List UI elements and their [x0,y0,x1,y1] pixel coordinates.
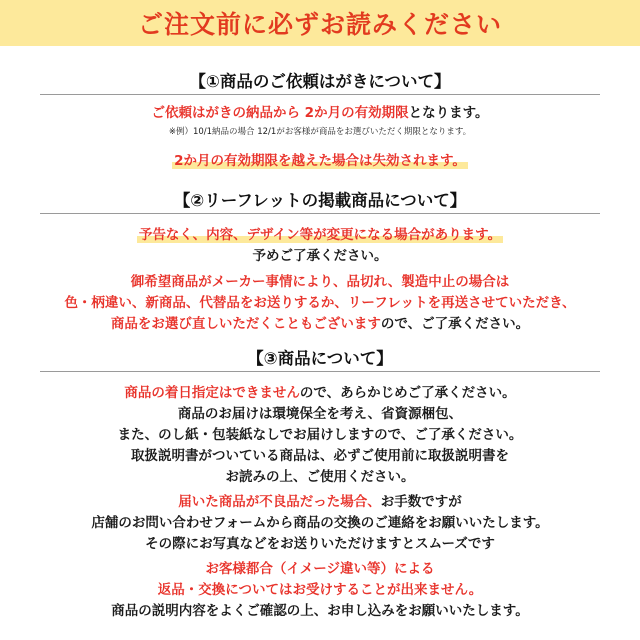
section3-line5: お読みの上、ご使用ください。 [225,469,415,485]
section2-line4: 色・柄違い、新商品、代替品をお送りするか、リーフレットを再送させていただき、 [64,295,576,311]
section3-line4: 取扱説明書がついている商品は、必ずご使用前に取扱説明書を [131,448,509,464]
section1-warning [0,152,640,171]
section3-line10: 返品・交換についてはお受けすることが出来ません。 [157,582,483,598]
section2-line2: 予めご了承ください。 [252,248,388,264]
section3-line8: その際にお写真などをお送りいただけますとスムーズです [145,536,495,552]
section1-divider [40,94,600,95]
section3-line6: 届いた商品が不良品だった場合、お手数ですが [178,494,462,510]
banner-title: ご注文前に必ずお読みください [137,10,502,39]
section3-heading: 【③商品について】 [247,349,393,368]
expiry-warning: 2か月の有効期限を越えた場合は失効されます。 [174,153,466,169]
section3-line11: 商品の説明内容をよくご確認の上、お申し込みをお願いいたします。 [111,603,529,619]
section3-line3: また、のし紙・包装紙なしでお届けしますので、ご了承ください。 [117,427,523,443]
design-change-warning: 予告なく、内容、デザイン等が変更になる場合があります。 [138,227,502,243]
section1-note: ※例）10/1納品の場合 12/1がお客様が商品をお選びいただく期限となります。 [168,127,472,137]
section2-heading: 【②リーフレットの掲載商品について】 [173,191,467,210]
section3-line2: 商品のお届けは環境保全を考え、省資源梱包、 [177,406,463,422]
header-banner [0,0,640,46]
section2-line1 [0,226,640,245]
section1-heading: 【①商品のご依頼はがきについて】 [189,72,451,91]
section3-line7: 店舗のお問い合わせフォームから商品の交換のご連絡をお願いいたします。 [91,515,549,531]
section2-line5: 商品をお選び直しいただくこともございますので、ご了承ください。 [110,316,530,332]
validity-period-text: ご依頼はがきの納品から 2か月の有効期限 [151,105,409,121]
section2-line3: 御希望商品がメーカー事情により、品切れ、製造中止の場合は [130,274,510,290]
section3-divider [40,371,600,372]
section3-line1: 商品の着日指定はできませんので、あらかじめご了承ください。 [124,385,516,401]
section1-line1: ご依頼はがきの納品から 2か月の有効期限となります。 [151,105,489,121]
section2-divider [40,213,600,214]
section3-line9: お客様都合（イメージ違い等）による [205,561,435,577]
